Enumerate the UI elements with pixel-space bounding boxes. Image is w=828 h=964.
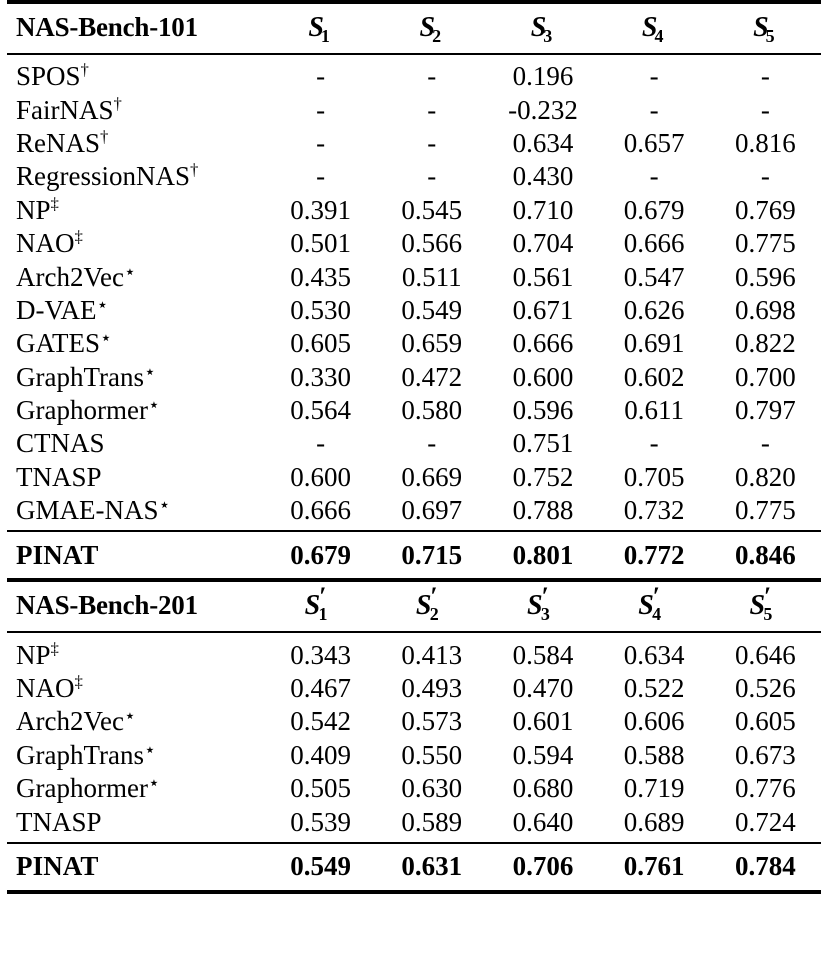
- metric-value-cell: -: [316, 61, 326, 92]
- method-name: RegressionNAS: [16, 161, 190, 192]
- column-header-metric-3: [487, 580, 598, 631]
- metric-value-cell: 0.679: [623, 194, 685, 225]
- metric-value-cell: 0.602: [623, 361, 685, 392]
- metric-subscript: 2: [429, 604, 439, 625]
- method-name-cell: [7, 294, 265, 327]
- prime-mark: ′: [652, 582, 661, 612]
- metric-value-cell: 0.588: [623, 739, 685, 770]
- method-marker-star: ⋆: [147, 773, 160, 795]
- method-marker-star: ⋆: [158, 495, 171, 517]
- method-name-cell: [7, 327, 265, 360]
- metric-value-cell: 0.700: [735, 361, 796, 392]
- metric-value-cell: 0.542: [290, 706, 351, 737]
- method-name-cell: [7, 93, 265, 126]
- metric-value-cell: -: [427, 161, 437, 192]
- method-marker-star: ⋆: [144, 361, 156, 383]
- method-name: ReNAS: [16, 127, 101, 158]
- metric-value-cell: 0.710: [512, 194, 574, 225]
- metric-value-cell: -: [649, 61, 659, 92]
- metric-value-cell: 0.715: [401, 539, 463, 570]
- metric-value-cell: 0.561: [512, 261, 574, 292]
- method-marker-star: ⋆: [123, 261, 136, 283]
- metric-value-cell: 0.626: [623, 294, 685, 325]
- method-name-cell: [7, 772, 265, 805]
- metric-value-cell: 0.669: [401, 461, 463, 492]
- metric-value-cell: 0.539: [290, 806, 351, 837]
- metric-value-cell: 0.343: [290, 639, 351, 670]
- method-marker-star: ⋆: [96, 294, 109, 316]
- metric-value-cell: 0.631: [401, 851, 463, 882]
- metric-value-cell: 0.719: [623, 773, 685, 804]
- metric-value-cell: 0.634: [512, 127, 574, 158]
- metric-value-cell: -: [427, 428, 437, 459]
- metric-value-cell: 0.846: [735, 539, 796, 570]
- metric-value-cell: 0.797: [735, 395, 796, 426]
- method-marker-dagger: †: [190, 160, 199, 180]
- metric-symbol: S: [419, 12, 436, 43]
- metric-value-cell: 0.659: [401, 328, 463, 359]
- method-name: PINAT: [16, 851, 99, 882]
- metric-symbol: S: [749, 590, 766, 622]
- metric-symbol: S: [638, 590, 654, 622]
- metric-value-cell: 0.196: [512, 61, 574, 92]
- column-header-metric-3: [487, 2, 598, 53]
- table-row: [7, 672, 821, 705]
- method-name-cell: [7, 805, 265, 838]
- metric-value-cell: 0.472: [401, 361, 463, 392]
- metric-value-cell: 0.413: [401, 639, 463, 670]
- metric-value-cell: -: [760, 161, 770, 192]
- metric-symbol: S: [304, 590, 321, 622]
- method-marker-ddagger: ‡: [74, 672, 83, 692]
- metric-value-cell: -: [649, 94, 659, 125]
- method-marker-star: ⋆: [123, 706, 136, 728]
- metric-symbol: S: [415, 590, 432, 622]
- prime-mark: ′: [764, 582, 772, 612]
- method-name-cell: [7, 127, 265, 160]
- method-marker-ddagger: ‡: [50, 193, 59, 213]
- metric-value-cell: 0.467: [290, 673, 351, 704]
- table-row: [7, 427, 821, 460]
- method-name-cell: [7, 194, 265, 227]
- table-row: [7, 638, 821, 671]
- method-name: Arch2Vec: [16, 706, 124, 737]
- column-header-metric-4: [599, 580, 710, 631]
- method-name-cell: [7, 705, 265, 738]
- metric-value-cell: 0.705: [623, 461, 685, 492]
- benchmark-name-header: NAS-Bench-201: [16, 590, 198, 621]
- table-row: [7, 127, 821, 160]
- metric-value-cell: 0.697: [401, 495, 463, 526]
- method-name: TNASP: [16, 806, 102, 837]
- metric-value-cell: 0.689: [623, 806, 685, 837]
- metric-value-cell: 0.584: [512, 639, 574, 670]
- metric-value-cell: 0.594: [512, 739, 574, 770]
- metric-value-cell: -: [760, 94, 770, 125]
- method-name: NP: [16, 639, 51, 670]
- metric-symbol: S: [753, 12, 769, 43]
- method-name: Graphormer: [16, 395, 148, 426]
- metric-value-cell: 0.706: [512, 851, 574, 882]
- metric-value-cell: -: [649, 161, 659, 192]
- table-row: [7, 327, 821, 360]
- prime-mark: ′: [319, 582, 327, 612]
- metric-value-cell: -0.232: [508, 94, 578, 125]
- method-name: TNASP: [16, 461, 102, 492]
- table-row-highlight: [7, 535, 821, 575]
- column-header-metric-1: [265, 2, 376, 53]
- metric-value-cell: 0.566: [401, 228, 463, 259]
- metric-symbol: S: [527, 590, 543, 622]
- method-name: GraphTrans: [16, 739, 144, 770]
- metric-value-cell: 0.784: [735, 851, 796, 882]
- table-body: [7, 0, 821, 892]
- metric-value-cell: 0.761: [623, 851, 685, 882]
- method-name: D-VAE: [16, 294, 97, 325]
- column-header-metric-2: [376, 2, 487, 53]
- metric-value-cell: -: [316, 94, 326, 125]
- metric-subscript: 1: [318, 604, 328, 625]
- column-header-metric-2: [376, 580, 487, 631]
- metric-value-cell: 0.501: [290, 228, 351, 259]
- method-name: PINAT: [16, 539, 99, 570]
- metric-value-cell: 0.505: [290, 773, 351, 804]
- method-marker-star: ⋆: [100, 328, 112, 350]
- table-header-row: [7, 580, 821, 631]
- method-name-cell: [7, 227, 265, 260]
- metric-subscript: 5: [765, 26, 775, 46]
- metric-value-cell: 0.666: [623, 228, 685, 259]
- metric-value-cell: 0.573: [401, 706, 463, 737]
- metric-value-cell: 0.596: [735, 261, 796, 292]
- metric-value-cell: -: [316, 428, 326, 459]
- metric-symbol: S: [530, 12, 547, 43]
- metric-subscript: 1: [320, 26, 330, 46]
- table-row: [7, 60, 821, 93]
- metric-value-cell: 0.634: [623, 639, 685, 670]
- metric-value-cell: 0.801: [512, 539, 574, 570]
- metric-value-cell: 0.589: [401, 806, 463, 837]
- method-name: CTNAS: [16, 428, 105, 459]
- method-marker-star: ⋆: [144, 739, 156, 761]
- metric-value-cell: 0.776: [735, 773, 796, 804]
- metric-subscript: 3: [543, 26, 553, 46]
- method-name: NP: [16, 194, 51, 225]
- metric-value-cell: 0.493: [401, 673, 463, 704]
- metric-value-cell: 0.600: [290, 461, 351, 492]
- metric-value-cell: 0.470: [512, 673, 574, 704]
- metric-value-cell: 0.640: [512, 806, 574, 837]
- metric-value-cell: -: [427, 61, 437, 92]
- metric-value-cell: 0.511: [401, 261, 462, 292]
- metric-value-cell: -: [316, 161, 326, 192]
- metric-value-cell: -: [427, 127, 437, 158]
- metric-value-cell: 0.769: [735, 194, 796, 225]
- method-name: Graphormer: [16, 773, 148, 804]
- method-marker-dagger: †: [100, 126, 109, 146]
- metric-subscript: 4: [652, 604, 662, 625]
- metric-value-cell: 0.698: [735, 294, 796, 325]
- method-marker-dagger: †: [113, 93, 122, 113]
- metric-value-cell: 0.657: [623, 127, 685, 158]
- benchmark-name-header: NAS-Bench-101: [16, 12, 198, 42]
- method-name-cell: [7, 160, 265, 193]
- method-marker-star: ⋆: [147, 395, 160, 417]
- table-row: [7, 93, 821, 126]
- metric-value-cell: 0.605: [735, 706, 796, 737]
- table-header-row: [7, 2, 821, 53]
- metric-value-cell: -: [760, 61, 770, 92]
- metric-value-cell: 0.732: [623, 495, 685, 526]
- metric-value-cell: 0.549: [401, 294, 463, 325]
- method-name: SPOS: [16, 61, 81, 92]
- metric-value-cell: 0.775: [735, 495, 796, 526]
- metric-symbol: S: [641, 12, 658, 43]
- table-row: [7, 194, 821, 227]
- metric-value-cell: 0.430: [512, 161, 574, 192]
- metric-value-cell: 0.646: [735, 639, 796, 670]
- metric-symbol: S: [308, 12, 324, 43]
- metric-value-cell: 0.679: [290, 539, 351, 570]
- table-row: [7, 494, 821, 527]
- method-marker-ddagger: ‡: [74, 227, 83, 247]
- metric-subscript: 4: [654, 26, 664, 46]
- metric-value-cell: 0.788: [512, 495, 574, 526]
- table-row: [7, 294, 821, 327]
- method-name-cell: [7, 394, 265, 427]
- metric-value-cell: 0.530: [290, 294, 351, 325]
- table-row: [7, 160, 821, 193]
- table-row: [7, 260, 821, 293]
- method-name-cell: [7, 638, 265, 671]
- metric-value-cell: 0.580: [401, 395, 463, 426]
- metric-value-cell: 0.671: [512, 294, 574, 325]
- metric-subscript: 5: [763, 604, 773, 625]
- method-name: GMAE-NAS: [16, 495, 159, 526]
- method-name-cell: [7, 739, 265, 772]
- metric-value-cell: 0.549: [290, 851, 351, 882]
- method-name: FairNAS: [16, 94, 114, 125]
- metric-value-cell: 0.550: [401, 739, 463, 770]
- method-name: NAO: [16, 228, 75, 259]
- prime-mark: ′: [430, 582, 438, 612]
- metric-value-cell: 0.611: [624, 395, 685, 426]
- metric-value-cell: 0.724: [735, 806, 796, 837]
- method-marker-dagger: †: [80, 60, 89, 80]
- column-header-metric-4: [599, 2, 710, 53]
- metric-value-cell: 0.751: [512, 428, 574, 459]
- table-row: [7, 805, 821, 838]
- metric-value-cell: 0.526: [735, 673, 796, 704]
- metric-value-cell: -: [760, 428, 770, 459]
- column-header-metric-5: [710, 580, 821, 631]
- method-name-cell: [7, 535, 265, 575]
- column-header-metric-1: [265, 580, 376, 631]
- metric-value-cell: 0.666: [512, 328, 574, 359]
- column-header-metric-5: [710, 2, 821, 53]
- metric-value-cell: 0.435: [290, 261, 351, 292]
- method-name: Arch2Vec: [16, 261, 124, 292]
- metric-value-cell: 0.547: [623, 261, 685, 292]
- metric-value-cell: 0.772: [623, 539, 685, 570]
- method-name-cell: [7, 427, 265, 460]
- metric-value-cell: 0.816: [735, 127, 796, 158]
- metric-value-cell: 0.680: [512, 773, 574, 804]
- metric-value-cell: 0.601: [512, 706, 574, 737]
- metric-value-cell: 0.606: [623, 706, 685, 737]
- table-row: [7, 772, 821, 805]
- metric-value-cell: 0.605: [290, 328, 351, 359]
- metric-value-cell: 0.822: [735, 328, 796, 359]
- method-marker-ddagger: ‡: [50, 638, 59, 658]
- rule-line: [7, 890, 821, 892]
- metric-value-cell: -: [649, 428, 659, 459]
- metric-value-cell: 0.666: [290, 495, 351, 526]
- method-name-cell: [7, 361, 265, 394]
- method-name: GATES: [16, 328, 101, 359]
- prime-mark: ′: [541, 582, 549, 612]
- metric-value-cell: 0.630: [401, 773, 463, 804]
- method-name-cell: [7, 847, 265, 887]
- table-row: [7, 394, 821, 427]
- method-name-cell: [7, 461, 265, 494]
- table-row: [7, 739, 821, 772]
- metric-value-cell: 0.522: [623, 673, 685, 704]
- metric-value-cell: 0.820: [735, 461, 796, 492]
- table-row: [7, 705, 821, 738]
- metric-value-cell: 0.564: [290, 395, 351, 426]
- method-name-cell: [7, 494, 265, 527]
- method-name-cell: [7, 60, 265, 93]
- metric-value-cell: -: [316, 127, 326, 158]
- horizontal-rule: [7, 890, 821, 892]
- method-name-cell: [7, 260, 265, 293]
- method-name: NAO: [16, 673, 75, 704]
- metric-value-cell: 0.704: [512, 228, 574, 259]
- nas-benchmark-results-table: [7, 0, 821, 894]
- table-row-highlight: [7, 847, 821, 887]
- metric-subscript: 3: [540, 604, 550, 625]
- metric-value-cell: 0.330: [290, 361, 351, 392]
- metric-value-cell: 0.600: [512, 361, 574, 392]
- metric-value-cell: 0.391: [290, 194, 351, 225]
- method-name: GraphTrans: [16, 361, 144, 392]
- metric-subscript: 2: [432, 26, 442, 46]
- table-row: [7, 361, 821, 394]
- metric-value-cell: 0.673: [735, 739, 796, 770]
- table-row: [7, 227, 821, 260]
- metric-value-cell: 0.596: [512, 395, 574, 426]
- metric-value-cell: 0.409: [290, 739, 351, 770]
- metric-value-cell: 0.545: [401, 194, 463, 225]
- metric-value-cell: -: [427, 94, 437, 125]
- metric-value-cell: 0.775: [735, 228, 796, 259]
- metric-value-cell: 0.691: [623, 328, 685, 359]
- table-row: [7, 461, 821, 494]
- metric-value-cell: 0.752: [512, 461, 574, 492]
- method-name-cell: [7, 672, 265, 705]
